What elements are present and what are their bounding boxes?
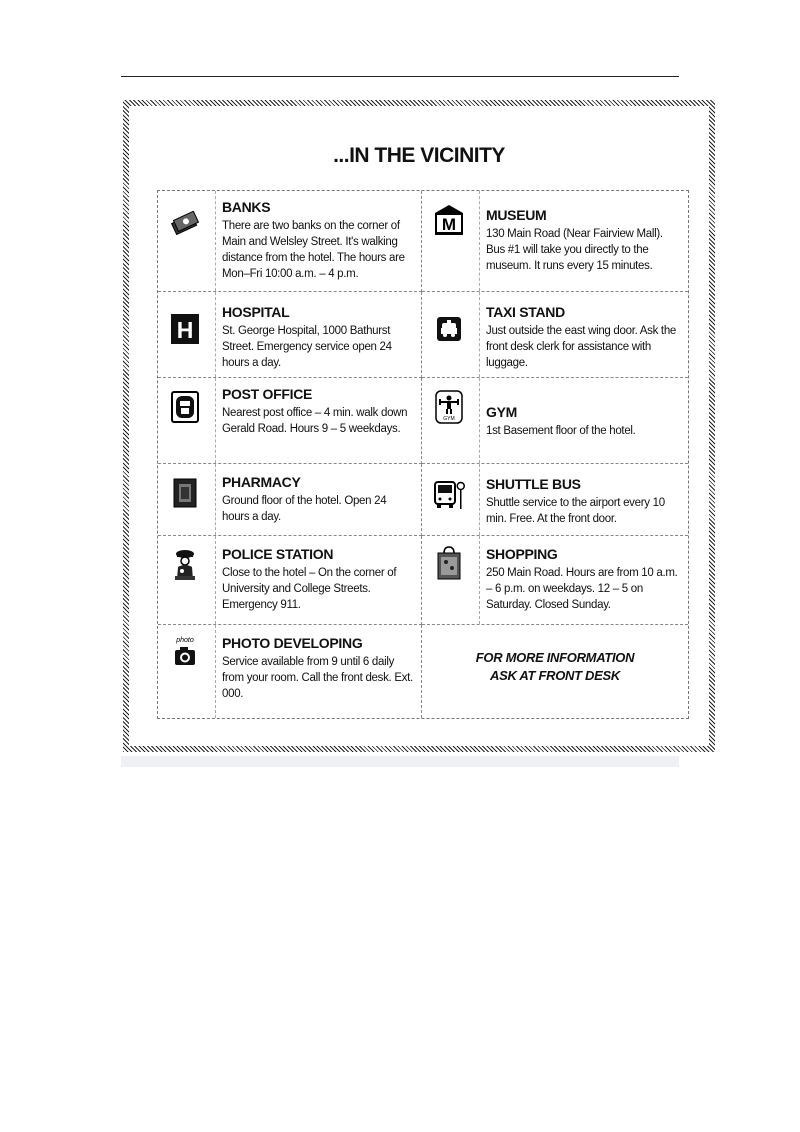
police-icon (170, 550, 200, 580)
hospital-icon-letter: H (176, 317, 194, 343)
place-text (486, 476, 680, 527)
place-text (222, 635, 413, 702)
hospital-icon (170, 314, 200, 344)
place-description: Just outside the east wing door. Ask the front desk clerk for assistance with luggage. (486, 325, 677, 369)
cell-divider (479, 378, 480, 463)
place-cell-shopping (422, 536, 688, 625)
more-info-cell (422, 625, 688, 718)
place-name: MUSEUM (486, 207, 547, 223)
cell-divider (215, 292, 216, 377)
place-text (222, 386, 413, 437)
place-description: Service available from 9 until 6 daily from your room. Call the front desk. Ext. 000. (222, 656, 413, 700)
bus-icon (434, 480, 466, 510)
place-description: Nearest post office – 4 min. walk down Gerald Road. Hours 9 – 5 weekdays. (222, 407, 408, 435)
place-cell-hospital (158, 292, 422, 378)
cell-divider (479, 191, 480, 291)
cell-divider (215, 625, 216, 718)
place-text (222, 546, 413, 613)
place-text (222, 474, 413, 525)
more-info-line-2: ASK AT FRONT DESK (490, 668, 620, 683)
place-cell-taxi-stand (422, 292, 688, 378)
camera-icon-caption: photo (176, 637, 194, 644)
bottom-strip (121, 756, 679, 767)
place-name: BANKS (222, 199, 271, 215)
place-text (486, 404, 680, 439)
more-info-line-1: FOR MORE INFORMATION (475, 650, 635, 665)
place-name: GYM (486, 404, 517, 420)
gym-icon-caption: GYM (443, 416, 455, 422)
camera-icon (170, 633, 200, 671)
place-description: 1st Basement floor of the hotel. (486, 425, 636, 437)
place-text (486, 546, 680, 613)
place-cell-photo-developing (158, 625, 422, 718)
museum-icon (434, 205, 464, 235)
place-text (486, 304, 680, 371)
place-name: SHUTTLE BUS (486, 476, 581, 492)
place-description: St. George Hospital, 1000 Bathurst Street. Emergency service open 24 hours a day. (222, 325, 392, 369)
place-cell-museum (422, 191, 688, 292)
place-text (222, 199, 413, 282)
place-name: HOSPITAL (222, 304, 290, 320)
cell-divider (479, 464, 480, 535)
place-description: Ground floor of the hotel. Open 24 hours a day. (222, 495, 387, 523)
banknote-icon (170, 209, 200, 239)
place-name: POST OFFICE (222, 386, 313, 402)
top-rule (121, 76, 679, 77)
cell-divider (215, 191, 216, 291)
place-cell-gym (422, 378, 688, 464)
mailbox-icon (170, 392, 200, 422)
cell-divider (215, 536, 216, 624)
taxi-icon (434, 314, 464, 344)
place-text (222, 304, 413, 371)
place-cell-post-office (158, 378, 422, 464)
cell-divider (479, 292, 480, 377)
place-name: PHOTO DEVELOPING (222, 635, 363, 651)
gym-icon (434, 390, 464, 424)
place-name: SHOPPING (486, 546, 558, 562)
place-name: PHARMACY (222, 474, 301, 490)
place-cell-police-station (158, 536, 422, 625)
place-description: 130 Main Road (Near Fairview Mall). Bus #1 will take you directly to the museum. It runs every 15 minutes. (486, 228, 663, 272)
cell-divider (215, 464, 216, 535)
places-grid (157, 190, 689, 719)
shopping-bag-icon (434, 548, 464, 578)
place-text (486, 207, 680, 274)
pharmacy-icon (170, 478, 200, 508)
place-name: TAXI STAND (486, 304, 565, 320)
cell-divider (479, 536, 480, 624)
page-title: ...IN THE VICINITY (333, 144, 505, 167)
place-description: Close to the hotel – On the corner of University and College Streets. Emergency 911. (222, 567, 397, 611)
more-info-note (422, 649, 688, 685)
cell-divider (215, 378, 216, 463)
place-cell-banks (158, 191, 422, 292)
vicinity-panel (123, 100, 715, 752)
place-description: There are two banks on the corner of Main and Welsley Street. It's walking distance from the hotel. The hours are Mon–Fri 10:00 a.m. – 4 p.m. (222, 220, 405, 280)
place-description: 250 Main Road. Hours are from 10 a.m. – 6 p.m. on weekdays. 12 – 5 on Saturday. Closed Sunday. (486, 567, 678, 611)
museum-icon-letter: M (441, 215, 457, 234)
place-cell-shuttle-bus (422, 464, 688, 536)
place-name: POLICE STATION (222, 546, 334, 562)
place-cell-pharmacy (158, 464, 422, 536)
place-description: Shuttle service to the airport every 10 min. Free. At the front door. (486, 497, 665, 525)
